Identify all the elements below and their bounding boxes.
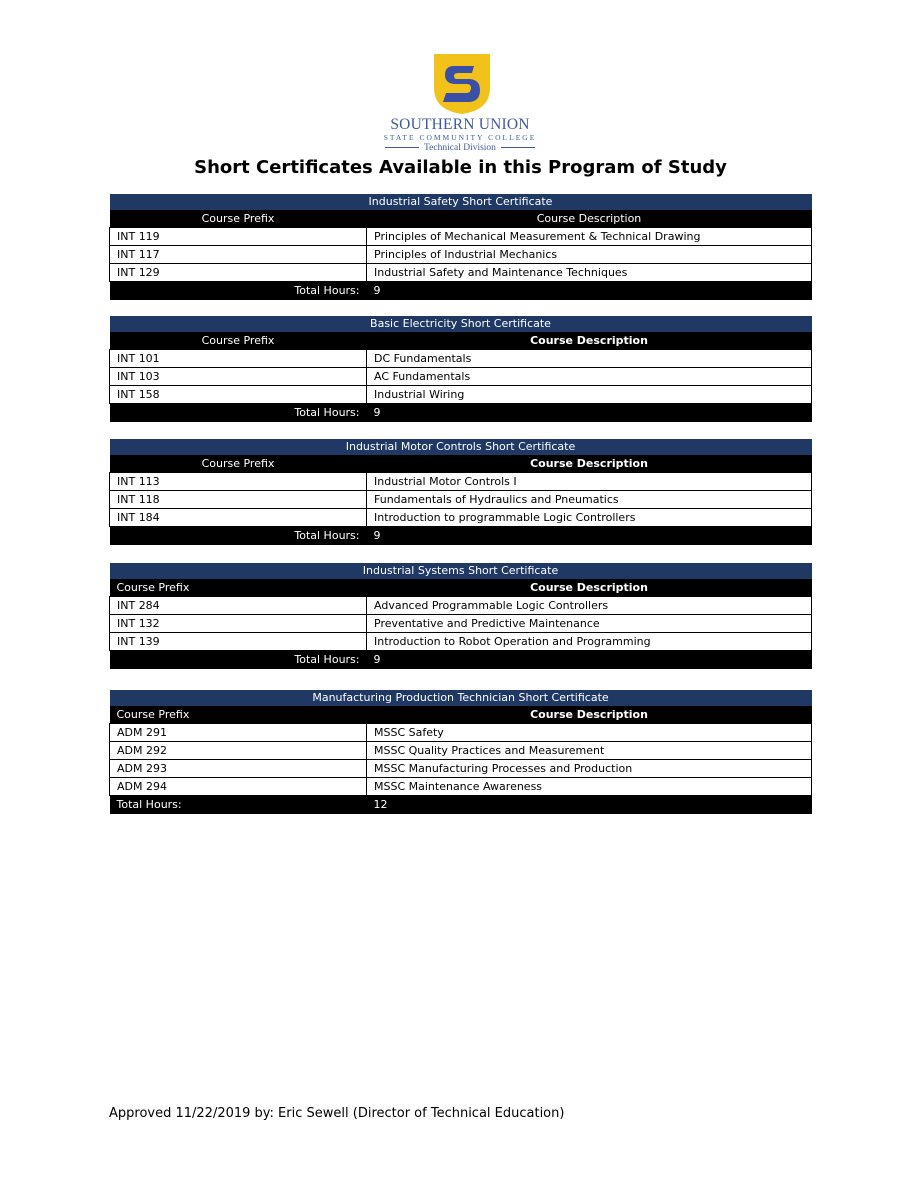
column-header-prefix: Course Prefix [110, 210, 367, 228]
certificate-table-manufacturing-production [109, 690, 812, 814]
column-header-description: Course Description [367, 210, 812, 228]
table-row [110, 246, 812, 264]
course-prefix: INT 118 [110, 491, 367, 509]
college-name: SOUTHERN UNION [390, 116, 530, 133]
table-row [110, 742, 812, 760]
table-row [110, 264, 812, 282]
table-row [110, 597, 812, 615]
page-title: Short Certificates Available in this Program of Study [194, 157, 727, 178]
column-header-prefix: Course Prefix [110, 706, 367, 724]
course-description: MSSC Quality Practices and Measurement [367, 742, 812, 760]
course-prefix: INT 139 [110, 633, 367, 651]
table-title: Manufacturing Production Technician Short Certificate [110, 690, 812, 706]
course-description: Principles of Mechanical Measurement & Technical Drawing [367, 228, 812, 246]
table-row [110, 615, 812, 633]
table-title: Industrial Systems Short Certificate [110, 563, 812, 579]
course-description: Preventative and Predictive Maintenance [367, 615, 812, 633]
table-title: Industrial Motor Controls Short Certificate [110, 439, 812, 455]
total-hours-value: 9 [367, 404, 812, 423]
course-description: DC Fundamentals [367, 350, 812, 368]
course-description: Industrial Safety and Maintenance Techniques [367, 264, 812, 282]
column-header-description: Course Description [367, 455, 812, 473]
course-prefix: INT 132 [110, 615, 367, 633]
column-header-description: Course Description [367, 579, 812, 597]
course-prefix: INT 158 [110, 386, 367, 404]
course-prefix: INT 103 [110, 368, 367, 386]
course-prefix: INT 184 [110, 509, 367, 527]
total-hours-label: Total Hours: [110, 282, 367, 301]
table-row [110, 491, 812, 509]
college-division: Technical Division [360, 143, 560, 153]
course-prefix: INT 284 [110, 597, 367, 615]
table-row [110, 350, 812, 368]
table-row [110, 509, 812, 527]
total-hours-value: 9 [367, 527, 812, 546]
certificate-table-motor-controls [109, 439, 812, 545]
approval-footer: Approved 11/22/2019 by: Eric Sewell (Director of Technical Education) [109, 1106, 565, 1121]
course-description: Advanced Programmable Logic Controllers [367, 597, 812, 615]
college-subtitle: STATE COMMUNITY COLLEGE [383, 133, 537, 142]
course-prefix: INT 113 [110, 473, 367, 491]
course-description: AC Fundamentals [367, 368, 812, 386]
course-prefix: INT 101 [110, 350, 367, 368]
certificate-table-industrial-safety [109, 194, 812, 300]
course-description: Principles of Industrial Mechanics [367, 246, 812, 264]
table-row [110, 778, 812, 796]
course-description: MSSC Maintenance Awareness [367, 778, 812, 796]
course-description: MSSC Manufacturing Processes and Production [367, 760, 812, 778]
course-description: Industrial Motor Controls I [367, 473, 812, 491]
table-row [110, 473, 812, 491]
course-prefix: INT 129 [110, 264, 367, 282]
college-shield-icon [434, 54, 490, 114]
table-title: Industrial Safety Short Certificate [110, 194, 812, 210]
course-prefix: ADM 294 [110, 778, 367, 796]
total-hours-label: Total Hours: [110, 651, 367, 670]
course-description: Introduction to programmable Logic Controllers [367, 509, 812, 527]
certificate-table-basic-electricity [109, 316, 812, 422]
course-prefix: ADM 292 [110, 742, 367, 760]
certificate-table-industrial-systems [109, 563, 812, 669]
course-prefix: INT 117 [110, 246, 367, 264]
table-row [110, 724, 812, 742]
course-prefix: ADM 291 [110, 724, 367, 742]
course-prefix: INT 119 [110, 228, 367, 246]
total-hours-label: Total Hours: [110, 796, 367, 815]
course-description: Introduction to Robot Operation and Programming [367, 633, 812, 651]
column-header-prefix: Course Prefix [110, 332, 367, 350]
column-header-prefix: Course Prefix [110, 455, 367, 473]
total-hours-value: 12 [367, 796, 812, 815]
total-hours-value: 9 [367, 651, 812, 670]
table-row [110, 386, 812, 404]
column-header-description: Course Description [367, 332, 812, 350]
column-header-prefix: Course Prefix [110, 579, 367, 597]
table-row [110, 368, 812, 386]
column-header-description: Course Description [367, 706, 812, 724]
course-description: Fundamentals of Hydraulics and Pneumatics [367, 491, 812, 509]
table-title: Basic Electricity Short Certificate [110, 316, 812, 332]
total-hours-label: Total Hours: [110, 404, 367, 423]
table-row [110, 760, 812, 778]
total-hours-value: 9 [367, 282, 812, 301]
table-row [110, 228, 812, 246]
course-prefix: ADM 293 [110, 760, 367, 778]
total-hours-label: Total Hours: [110, 527, 367, 546]
table-row [110, 633, 812, 651]
course-description: Industrial Wiring [367, 386, 812, 404]
course-description: MSSC Safety [367, 724, 812, 742]
